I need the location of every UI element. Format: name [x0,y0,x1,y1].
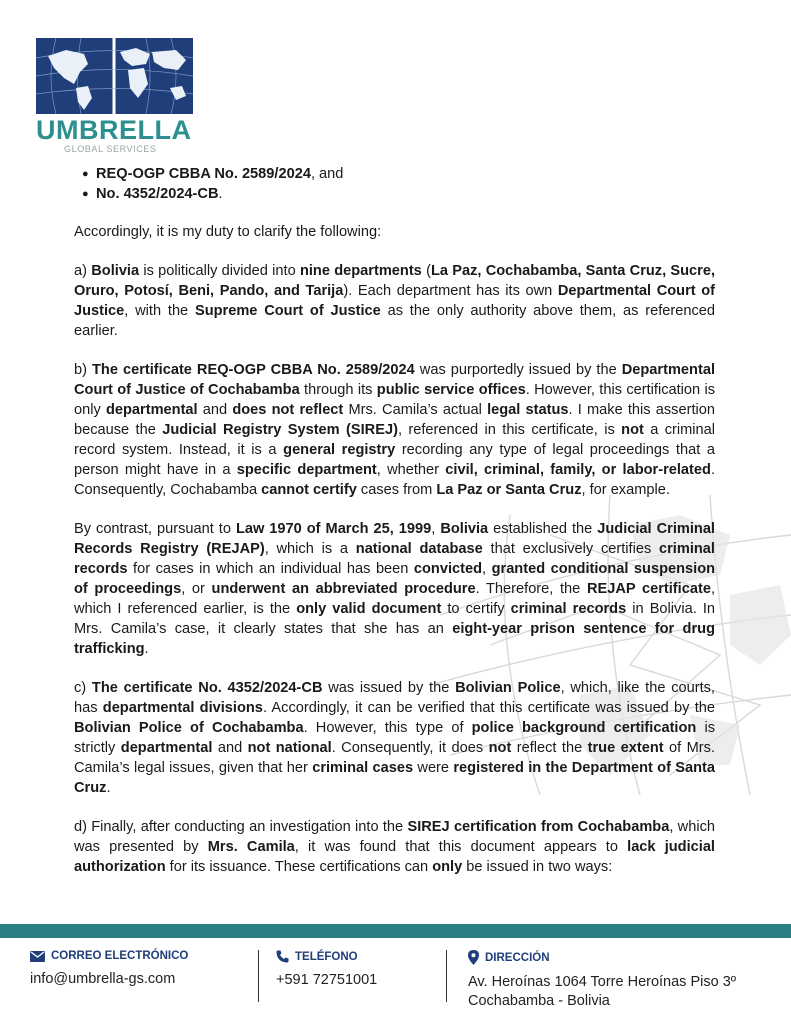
paragraph: a) Bolivia is politically divided into nine departments (La Paz, Cochabamba, Santa Cruz, Sucre, Oruro, Potosí, Beni, Pando, and Tarija). Each department has its own Departmental Court of Justice, with the Supreme Court of Justice as the only authority above them, as referenced earlier. [74,263,716,339]
email-label: CORREO ELECTRÓNICO [51,950,189,962]
location-pin-icon [468,950,479,965]
paragraph: By contrast, pursuant to Law 1970 of March 25, 1999, Bolivia established the Judicial Criminal Records Registry (REJAP), which is a national database that exclusively certifies criminal records for cases in which an individual has been convicted, granted conditional suspension of proceedings, or underwent an abbreviated procedure. Therefore, the REJAP certificate, which I referenced earlier, is the only valid document to certify criminal records in Bolivia. In Mrs. Camila’s case, it clearly states that she has an eight-year prison sentence for drug trafficking. [74,521,716,657]
footer-address [468,950,736,1011]
list-item: ● No. 4352/2024-CB. [96,184,715,204]
logo-wordmark: UMBRELLA [36,115,192,145]
paragraphs [74,222,715,877]
footer-divider [258,950,259,1002]
address-label: DIRECCIÓN [485,951,550,964]
footer-email [30,950,188,989]
paragraph: d) Finally, after conducting an investigation into the SIREJ certification from Cochabamba, which was presented by Mrs. Camila, it was found that this document appears to lack judicial authorization for its issuance. These certifications can only be issued in two ways: [74,819,715,875]
phone-number[interactable]: +591 72751001 [276,972,378,988]
paragraph: b) The certificate REQ-OGP CBBA No. 2589/2024 was purportedly issued by the Departmental Court of Justice of Cochabamba through its public service offices. However, this certification is only departmental and does not reflect Mrs. Camila’s actual legal status. I make this assertion because the Judicial Registry System (SIREJ), referenced in this certificate, is not a criminal record system. Instead, it is a general registry recording any type of legal proceedings that a person might have in a specific department, whether civil, criminal, family, or labor-related. Consequently, Cochabamba cannot certify cases from La Paz or Santa Cruz, for example. [74,362,716,498]
address-line-1: Av. Heroínas 1064 Torre Heroínas Piso 3º [468,974,737,990]
paragraph: c) The certificate No. 4352/2024-CB was issued by the Bolivian Police, which, like the courts, has departmental divisions. Accordingly, it can be verified that this certificate was issued by the Bolivian Police of Cochabamba. However, this type of police background certification is strictly departmental and not national. Consequently, it does not reflect the true extent of Mrs. Camila’s legal issues, given that her criminal cases were registered in the Department of Santa Cruz. [74,680,716,796]
footer-accent-bar [0,924,791,938]
globe-logo-icon [36,38,193,114]
phone-label: TELÉFONO [295,950,358,963]
footer-phone [276,950,377,990]
footer [0,938,791,1024]
phone-icon [276,950,289,963]
footer-divider [446,950,447,1002]
address-line-2: Cochabamba - Bolivia [468,993,610,1009]
certificate-list [74,164,715,204]
company-logo [36,38,194,154]
envelope-icon [30,951,45,962]
logo-tagline: GLOBAL SERVICES [64,144,157,154]
list-item: ● REQ-OGP CBBA No. 2589/2024, and [96,164,715,184]
paragraph: Accordingly, it is my duty to clarify the following: [74,224,382,240]
letter-body [74,164,715,896]
email-address[interactable]: info@umbrella-gs.com [30,971,176,987]
